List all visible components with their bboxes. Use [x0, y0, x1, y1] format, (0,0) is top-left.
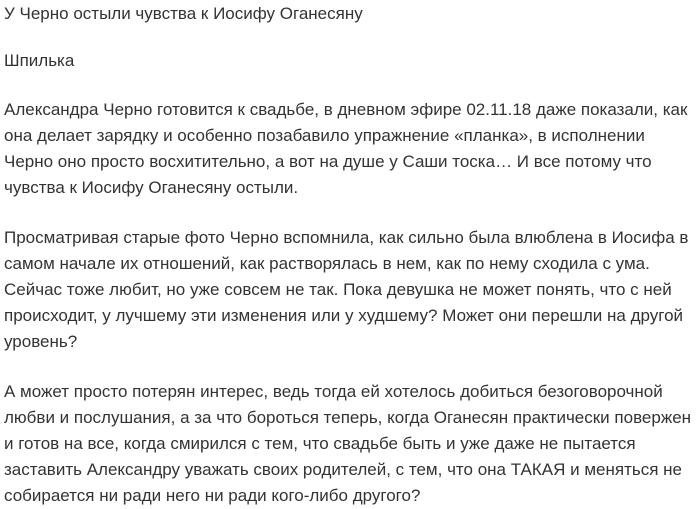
- article-paragraph-2: Просматривая старые фото Черно вспомнила, как сильно была влюблена в Иосифа в самом начале их отношений, как растворялась в нем, как по нему сходила с ума. Сейчас тоже любит, но уже совсем не так. Пока девушка не может понять, что с ней происходит, у лучшему эти изменения или у худшему? Может они перешли на другой уровень?: [4, 228, 689, 351]
- article-paragraph-3: А может просто потерян интерес, ведь тогда ей хотелось добиться безоговорочной любви и послушания, а за что бороться теперь, когда Оганесян практически повержен и готов на все, когда смирился с тем, что свадьбе быть и уже даже не пытается заставить Александру уважать своих родителей, с тем, что она ТАКАЯ и меняться не собирается ни ради него ни ради кого-либо другого?: [4, 382, 692, 505]
- article-title: У Черно остыли чувства к Иосифу Оганесяну: [4, 4, 363, 23]
- article-rubric: Шпилька: [4, 51, 75, 70]
- article-paragraph-1: Александра Черно готовится к свадьбе, в дневном эфире 02.11.18 даже показали, как она делает зарядку и особенно позабавило упражнение «планка», в исполнении Черно оно просто восхитительно, а вот на душе у Саши тоска… И все потому что чувства к Иосифу Оганесяну остыли.: [4, 100, 688, 197]
- article: [4, 0, 696, 509]
